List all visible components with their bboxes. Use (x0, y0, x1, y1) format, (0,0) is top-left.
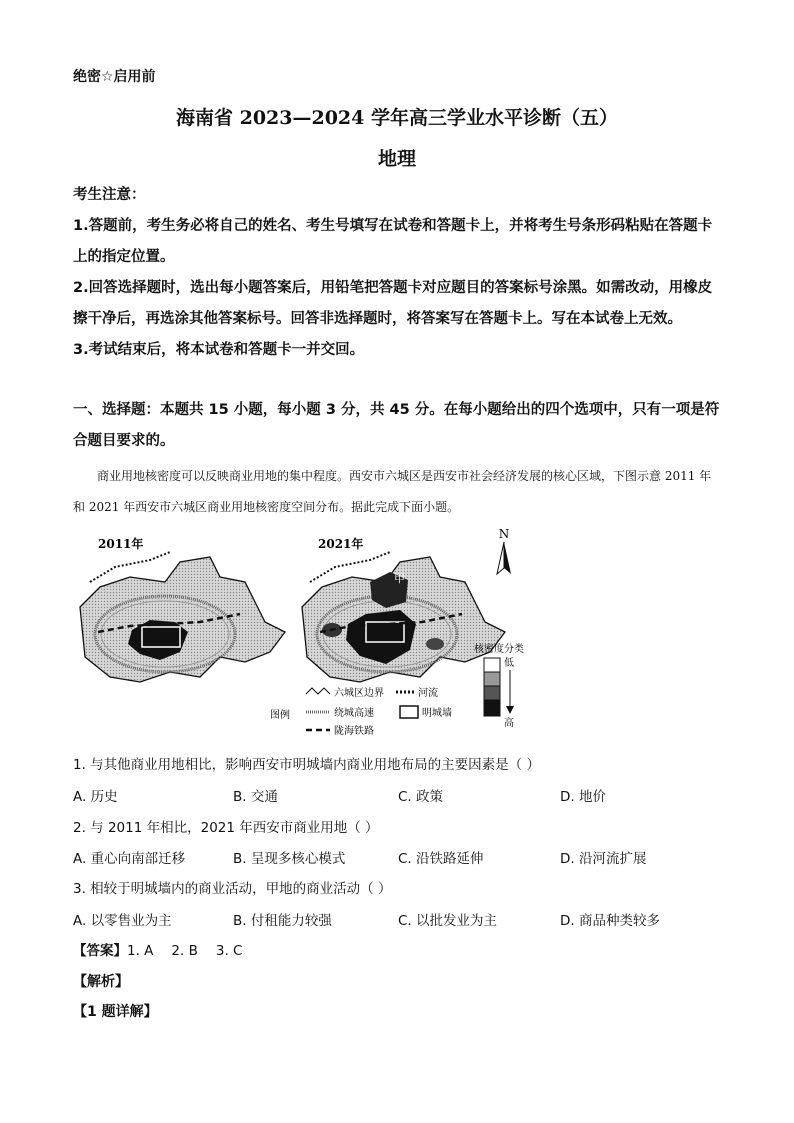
density-low: 低 (504, 658, 514, 669)
material-text: 商业用地核密度可以反映商业用地的集中程度。西安市六城区是西安市社会经济发展的核心区域，下图示意 2011 年和 2021 年西安市六城区商业用地核密度空间分布。据此完成下面小题。 (73, 469, 712, 514)
q1-option-b[interactable]: B. 交通 (233, 789, 278, 805)
analysis-heading: 【解析】 (73, 974, 129, 990)
map-2021 (302, 536, 505, 682)
q3-option-c[interactable]: C. 以批发业为主 (398, 913, 498, 929)
answer-item: 1. A (127, 943, 154, 959)
q2-option-d[interactable]: D. 沿河流扩展 (560, 851, 647, 867)
detail-heading: 【1 题详解】 (73, 1004, 158, 1020)
answer-item: 2. B (171, 943, 198, 959)
map-legend (270, 686, 452, 737)
density-title: 核密度分类 (474, 644, 524, 655)
q1-option-c[interactable]: C. 政策 (398, 789, 444, 805)
q3-option-d[interactable]: D. 商品种类较多 (560, 913, 660, 929)
section-heading: 一、选择题：本题共 15 小题，每小题 3 分，共 45 分。在每小题给出的四个选项中，只有一项是符合题目要求的。 (73, 402, 720, 449)
q3-option-b[interactable]: B. 付租能力较强 (233, 913, 332, 929)
q2-option-b[interactable]: B. 呈现多核心模式 (233, 851, 346, 867)
legend-wall: 明城墙 (422, 708, 452, 719)
secret-label: 绝密☆启用前 (73, 69, 156, 85)
q3-option-a[interactable]: A. 以零售业为主 (73, 913, 172, 929)
answer-line (73, 939, 242, 959)
map-2011 (80, 536, 285, 682)
exam-title: 海南省 2023—2024 学年高三学业水平诊断（五） (176, 107, 618, 129)
north-label: N (498, 527, 510, 541)
legend-river: 河流 (418, 688, 438, 699)
subject-title: 地理 (377, 148, 416, 170)
map-2021-year: 2021年 (318, 537, 364, 551)
legend-title: 图例 (270, 710, 290, 721)
note-item: 1.答题前，考生务必将自己的姓名、考生号填写在试卷和答题卡上，并将考生号条形码粘贴在答题卡上的指定位置。 (73, 218, 713, 265)
note-item: 2.回答选择题时，选出每小题答案后，用铅笔把答题卡对应题目的答案标号涂黑。如需改动，用橡皮擦干净后，再选涂其他答案标号。回答非选择题时，将答案写在答题卡上。写在本试卷上无效。 (73, 280, 713, 327)
answer-item: 3. C (215, 943, 243, 959)
district-boundary (80, 557, 285, 682)
q2-option-c[interactable]: C. 沿铁路延伸 (398, 851, 484, 867)
north-arrow (497, 527, 511, 574)
notes-heading: 考生注意： (73, 187, 146, 203)
question-1: 1. 与其他商业用地相比，影响西安市明城墙内商业用地布局的主要因素是（ ） (73, 757, 540, 773)
exam-notes (73, 180, 723, 366)
note-item: 3.考试结束后，将本试卷和答题卡一并交回。 (73, 342, 365, 358)
answer-label: 【答案】 (73, 943, 127, 959)
legend-boundary: 六城区边界 (334, 688, 384, 699)
question-3: 3. 相较于明城墙内的商业活动，甲地的商业活动（ ） (73, 881, 392, 897)
q2-option-a[interactable]: A. 重心向南部迁移 (73, 851, 186, 867)
legend-rail: 陇海铁路 (334, 726, 374, 737)
q1-option-d[interactable]: D. 地价 (560, 789, 606, 805)
map-2011-year: 2011年 (98, 537, 144, 551)
q1-option-a[interactable]: A. 历史 (73, 789, 118, 805)
marker-jia: 甲 (394, 572, 405, 585)
legend-ring: 绕城高速 (334, 708, 374, 719)
density-map-figure (70, 522, 630, 742)
density-high: 高 (504, 718, 514, 729)
question-2: 2. 与 2011 年相比，2021 年西安市商业用地（ ） (73, 820, 379, 836)
